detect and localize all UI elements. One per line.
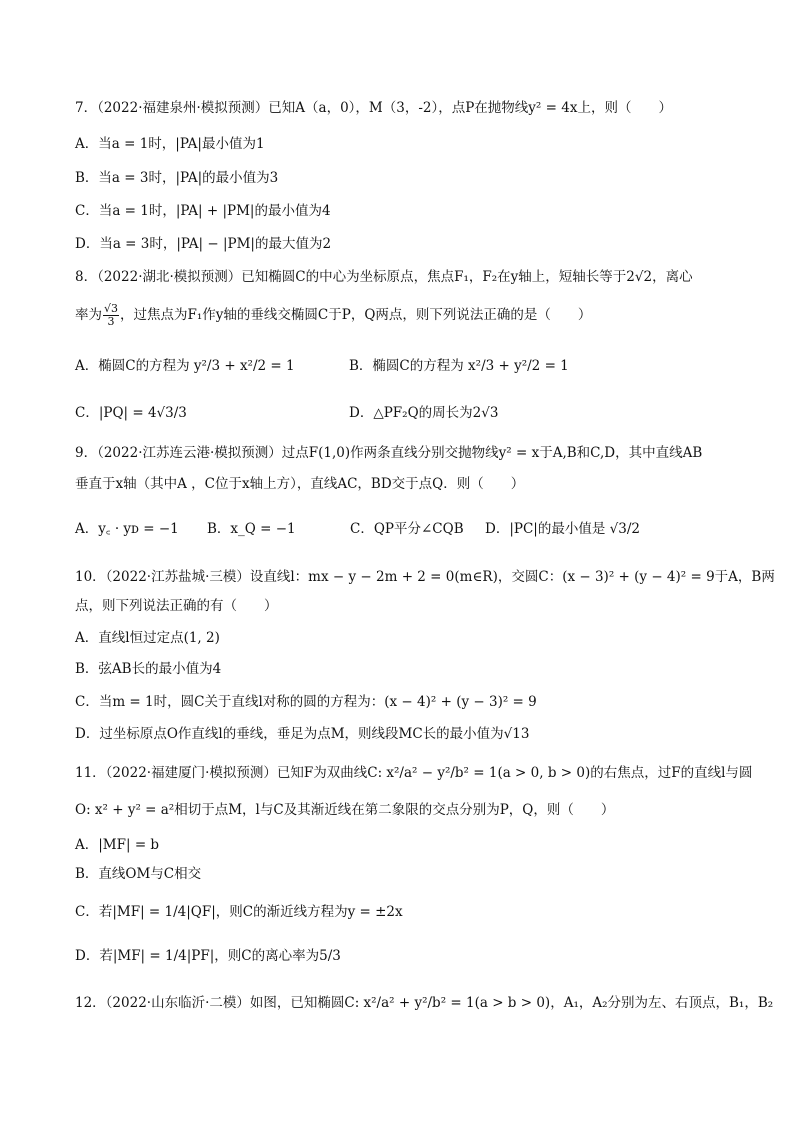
q10-stem-line1: 10．（2022·江苏盐城·三模）设直线l：mx − y − 2m + 2 = 0(m∈R)，交圆C：(x − 3)² + (y − 4)² = 9于A，B两: [75, 569, 775, 585]
q8-option-a: A．椭圆C的方程为 y²/3 + x²/2 = 1: [75, 358, 295, 374]
q8-eccentricity-fraction: [103, 303, 119, 328]
q8-stem2-pre: 率为: [75, 307, 102, 323]
q11-stem-line1: 11．（2022·福建厦门·模拟预测）已知F为双曲线C: x²/a² − y²/b² = 1(a > 0, b > 0)的右焦点，过F的直线l与圆: [75, 765, 753, 781]
q10-stem-line2: 点，则下列说法正确的有（ ）: [75, 598, 278, 614]
q11-option-b: B．直线OM与C相交: [75, 866, 202, 882]
q9-option-c: C．QP平分∠CQB: [350, 521, 464, 537]
q8-stem-line2: [75, 303, 591, 328]
q7-option-d: D．当a = 3时，|PA| − |PM|的最大值为2: [75, 236, 332, 252]
q8-option-c: C．|PQ| = 4√3/3: [75, 405, 187, 421]
q9-option-b: B．x_Q = −1: [207, 521, 296, 537]
q7-option-b: B．当a = 3时，|PA|的最小值为3: [75, 170, 279, 186]
q8-option-b: B．椭圆C的方程为 x²/3 + y²/2 = 1: [349, 358, 569, 374]
q8-stem2-post: ，过焦点为F₁作y轴的垂线交椭圆C于P，Q两点，则下列说法正确的是（ ）: [120, 307, 592, 323]
q9-stem-line1: 9．（2022·江苏连云港·模拟预测）过点F(1,0)作两条直线分别交抛物线y² = x于A,B和C,D，其中直线AB: [75, 445, 703, 461]
q7-option-c: C．当a = 1时，|PA| + |PM|的最小值为4: [75, 203, 331, 219]
q9-option-d: D．|PC|的最小值是 √3/2: [485, 521, 640, 537]
q7-stem: 7．（2022·福建泉州·模拟预测）已知A（a，0），M（3，-2），点P在抛物线y² = 4x上，则（ ）: [75, 100, 672, 116]
q9-option-a: A．y꜀ · yᴅ = −1: [75, 521, 179, 537]
q10-option-b: B．弦AB长的最小值为4: [75, 661, 222, 677]
q12-stem-line1: 12．（2022·山东临沂·二模）如图，已知椭圆C: x²/a² + y²/b² = 1(a > b > 0)，A₁，A₂分别为左、右顶点，B₁，B₂: [75, 995, 774, 1011]
q8-frac-num: √3: [104, 302, 119, 315]
q9-stem-line2: 垂直于x轴（其中A ，C位于x轴上方），直线AC，BD交于点Q．则（ ）: [75, 476, 525, 492]
q8-option-d: D．△PF₂Q的周长为2√3: [349, 405, 499, 421]
q11-stem-line2: O: x² + y² = a²相切于点M，l与C及其渐近线在第二象限的交点分别为P，Q，则（ ）: [75, 802, 615, 818]
q7-option-a: A．当a = 1时，|PA|最小值为1: [75, 136, 265, 152]
q11-option-d: D．若|MF| = 1/4|PF|，则C的离心率为5/3: [75, 948, 341, 964]
q8-stem-line1: 8．（2022·湖北·模拟预测）已知椭圆C的中心为坐标原点，焦点F₁，F₂在y轴上，短轴长等于2√2，离心: [75, 269, 693, 285]
q8-frac-den: 3: [107, 315, 115, 328]
q10-option-d: D．过坐标原点O作直线l的垂线，垂足为点M，则线段MC长的最小值为√13: [75, 726, 530, 742]
q10-option-a: A．直线l恒过定点(1, 2): [75, 630, 220, 646]
q10-option-c: C．当m = 1时，圆C关于直线l对称的圆的方程为：(x − 4)² + (y − 3)² = 9: [75, 694, 537, 710]
q11-option-c: C．若|MF| = 1/4|QF|，则C的渐近线方程为y = ±2x: [75, 904, 403, 920]
q11-option-a: A．|MF| = b: [75, 837, 160, 853]
